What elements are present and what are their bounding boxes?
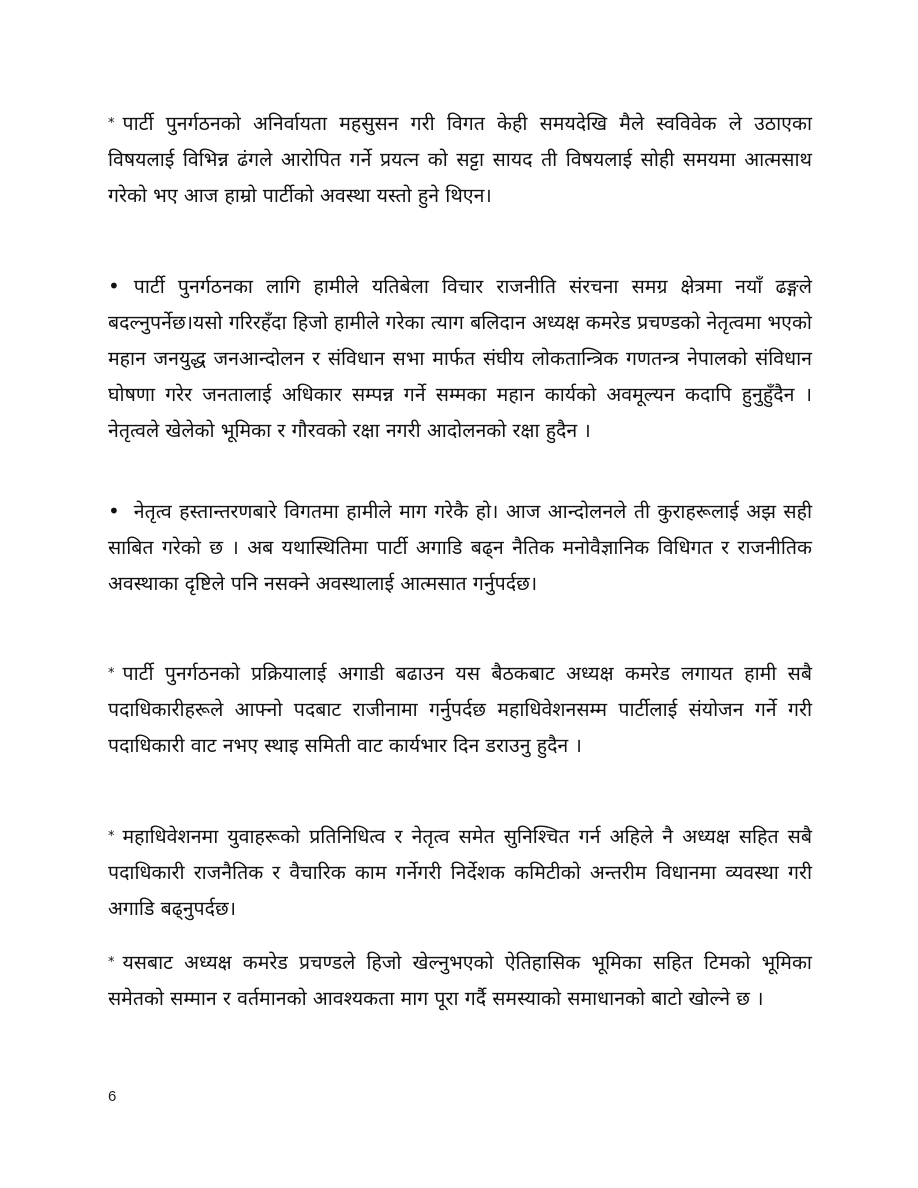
paragraph-text: यसबाट अध्यक्ष कमरेड प्रचण्डले हिजो खेल्नुभएको ऐतिहासिक भूमिका सहित टिमको भूमिका समेतको सम्मान र वर्तमानको आवश्यकता माग पूरा गर्दै समस्याको समाधानको बाटो खोल्ने छ । bbox=[108, 951, 812, 1010]
dot-bullet-icon: • bbox=[108, 274, 120, 298]
paragraph-historic-role-respect bbox=[108, 945, 812, 1017]
paragraph-text: पार्टी पुनर्गठनको प्रक्रियालाई अगाडी बढाउन यस बैठकबाट अध्यक्ष कमरेड लगायत हामी सबै पदाधिकारीहरूले आफ्नो पदबाट राजीनामा गर्नुपर्दछ महाधिवेशनसम्म पार्टीलाई संयोजन गर्ने गरी पदाधिकारी वाट नभए स्थाइ समिती वाट कार्यभार दिन डराउनु हुदैन । bbox=[108, 662, 812, 757]
paragraph-text: महाधिवेशनमा युवाहरूको प्रतिनिधित्व र नेतृत्व समेत सुनिश्चित गर्न अहिले नै अध्यक्ष सहित सबै पदाधिकारी राजनैतिक र वैचारिक काम गर्नेगरी निर्देशक कमिटीको अन्तरीम विधानमा व्यवस्था गरी अगाडि बढ्नुपर्दछ। bbox=[108, 825, 812, 920]
paragraph-text: पार्टी पुनर्गठनका लागि हामीले यतिबेला विचार राजनीति संरचना समग्र क्षेत्रमा नयाँ ढङ्गले बदल्नुपर्नेछ।यसो गरिरहँदा हिजो हामीले गरेका त्याग बलिदान अध्यक्ष कमरेड प्रचण्डको नेतृत्वमा भएको महान जनयुद्ध जनआन्दोलन र संविधान सभा मार्फत संघीय लोकतान्त्रिक गणतन्त्र नेपालको संविधान घोषणा गरेर जनतालाई अधिकार सम्पन्न गर्ने सम्मका महान कार्यको अवमूल्यन कदापि हुनुहुँदैन । नेतृत्वले खेलेको भूमिका र गौरवको रक्षा नगरी आदोलनको रक्षा हुदैन । bbox=[108, 275, 812, 442]
paragraph-leadership-transfer bbox=[108, 493, 812, 602]
paragraph-youth-representation bbox=[108, 819, 812, 927]
paragraph-resignation-proposal bbox=[108, 656, 812, 764]
paragraph-text: नेतृत्व हस्तान्तरणबारे विगतमा हामीले माग गरेकै हो। आज आन्दोलनले ती कुराहरूलाई अझ सही साबित गरेको छ । अब यथास्थितिमा पार्टी अगाडि बढ्न नैतिक मनोवैज्ञानिक विधिगत र राजनीतिक अवस्थाका दृष्टिले पनि नसक्ने अवस्थालाई आत्मसात गर्नुपर्दछ। bbox=[108, 500, 812, 595]
asterisk-bullet-icon: * bbox=[108, 116, 115, 131]
asterisk-bullet-icon: * bbox=[108, 829, 115, 844]
paragraph-restructuring-structure bbox=[108, 268, 812, 449]
paragraph-party-restructuring-necessity bbox=[108, 106, 812, 214]
page-number: 6 bbox=[108, 1088, 117, 1105]
asterisk-bullet-icon: * bbox=[108, 666, 115, 681]
dot-bullet-icon: • bbox=[108, 499, 120, 523]
paragraph-text: पार्टी पुनर्गठनको अनिर्वायता महसुसन गरी विगत केही समयदेखि मैले स्वविवेक ले उठाएका विषयलाई विभिन्न ढंगले आरोपित गर्ने प्रयत्न को सट्टा सायद ती विषयलाई सोही समयमा आत्मसाथ गरेको भए आज हाम्रो पार्टीको अवस्था यस्तो हुने थिएन। bbox=[108, 112, 812, 207]
asterisk-bullet-icon: * bbox=[108, 955, 115, 970]
